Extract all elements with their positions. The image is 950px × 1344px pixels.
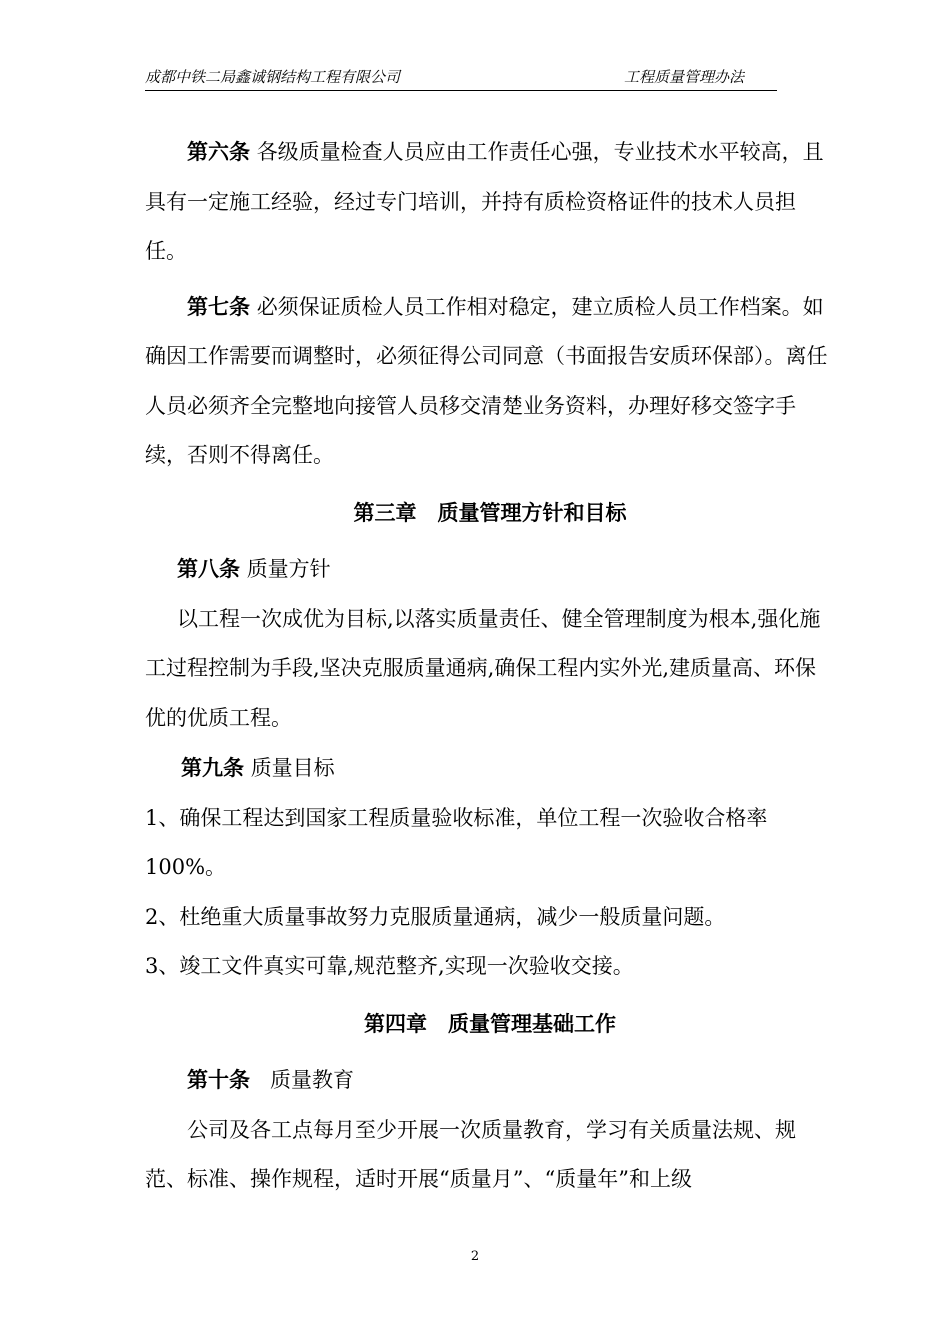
article-9-item-3: 3、竣工文件真实可靠,规范整齐,实现一次验收交接。: [145, 954, 634, 978]
article-8-text: 以工程一次成优为目标,以落实质量责任、健全管理制度为根本,强化施工过程控制为手段,坚决克服质量通病,确保工程内实外光,建质量高、环保优的优质工程。: [145, 606, 821, 730]
article-6: [145, 127, 835, 277]
article-7-heading: 第七条: [187, 293, 250, 319]
article-9-heading: 第九条: [181, 755, 244, 780]
article-6-text: 各级质量检查人员应由工作责任心强，专业技术水平较高，且具有一定施工经验，经过专门培训，并持有质检资格证件的技术人员担任。: [145, 140, 824, 263]
header-doc-title: 工程质量管理办法: [624, 68, 745, 86]
article-10-heading-line: [145, 1055, 835, 1106]
article-8-heading: 第八条: [177, 556, 240, 581]
article-9-title: 质量目标: [250, 756, 335, 780]
chapter-4-title: 第四章 质量管理基础工作: [364, 1010, 616, 1036]
article-9-item-2: 2、杜绝重大质量事故努力克服质量通病，减少一般质量问题。: [145, 904, 726, 929]
article-9-heading-line: [145, 743, 835, 794]
chapter-3-title: 第三章 质量管理方针和目标: [353, 499, 627, 525]
article-8-title: 质量方针: [246, 557, 331, 581]
article-10-text: 公司及各工点每月至少开展一次质量教育，学习有关质量法规、规范、标准、操作规程，适时开展“质量月”、“质量年”和上级: [145, 1117, 796, 1191]
article-10-heading: 第十条: [187, 1067, 250, 1092]
article-7: [145, 282, 835, 481]
document-body: [145, 127, 835, 1205]
header-company: 成都中铁二局鑫诚钢结构工程有限公司: [145, 68, 401, 86]
article-8-heading-line: [145, 544, 835, 595]
article-10-title: 质量教育: [270, 1068, 355, 1092]
page-number: 2: [470, 1249, 480, 1264]
article-6-heading: 第六条: [187, 139, 250, 164]
article-7-text: 必须保证质检人员工作相对稳定，建立质检人员工作档案。如确因工作需要而调整时，必须征得公司同意（书面报告安质环保部）。离任人员必须齐全完整地向接管人员移交清楚业务资料，办理好移交签字手续，否则不得离任。: [145, 294, 828, 467]
page-header: [145, 66, 777, 91]
article-9-item-1: 1、确保工程达到国家工程质量验收标准，单位工程一次验收合格率100%。: [145, 805, 768, 879]
